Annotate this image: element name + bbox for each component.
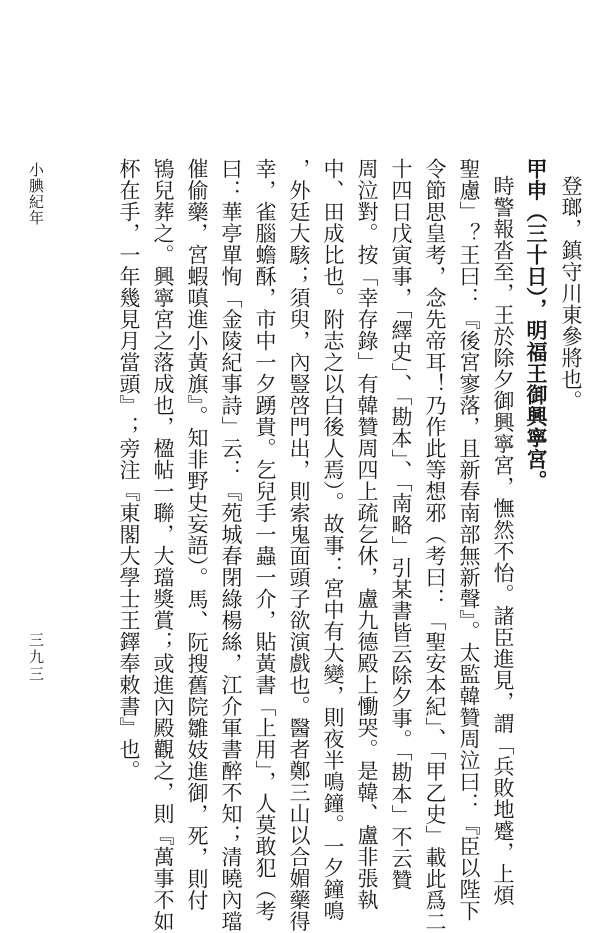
page-number: 三九三 xyxy=(27,632,45,683)
entry-heading: 甲申（三十日），明福王御興寧宮。 xyxy=(524,158,549,492)
text-column-9: ，外廷大駭；須臾，內豎啓門出，則索鬼面頭子欲演戲也。醫者鄭三山以合媚藥得 xyxy=(287,158,311,932)
running-title: 小腆紀年 xyxy=(27,162,45,226)
text-column-12: 催偷藥，宮蝦嗔進小黃旗』。知非野史妄語）。馬、阮搜舊院雛妓進御，死，則付 xyxy=(185,158,209,911)
text-column-7: 周泣對。按「幸存錄」有韓贊周四上疏乞休，盧九德殿上慟哭。是韓、盧非張執 xyxy=(355,158,379,911)
text-column-14: 杯在手，一年幾見月當頭』；旁注『東閣大學士王鐸奉敕書』也。 xyxy=(117,158,141,782)
text-column-5: 令節思皇考，念先帝耳！乃作此等想邪（考曰：「聖安本紀」、「甲乙史」載此爲二 xyxy=(423,158,447,933)
text-column-10: 幸，雀腦蟾酥，市中一夕踴貴。乞兒手一蟲一介，貼黃書「上用」，人莫敢犯（考 xyxy=(253,158,277,922)
text-column-4: 聖慮」？王曰：『後宮寥落，且新春南部無新聲』。太監韓贊周泣曰：『臣以陛下 xyxy=(457,158,481,922)
text-column-8: 中、田成比也。附志之以白後人焉）。故事：宮中有大變，則夜半鳴鐘。一夕鐘鳴 xyxy=(321,158,345,922)
text-column-6: 十四日戊寅事，「繹史」、「勘本」、「南略」引某書皆云除夕事。「勘本」不云贊 xyxy=(389,158,413,891)
text-column-1: 登瑯，鎮守川東參將也。 xyxy=(559,175,583,412)
text-column-3: 時警報沓至，王於除夕御興寧宮，憮然不怡。諸臣進見，謂「兵敗地蹙，上煩 xyxy=(491,175,515,906)
text-column-13: 鴇兒葬之。興寧宮之落成也，楹帖一聯，大璫獎賞；或進內殿觀之，則『萬事不如 xyxy=(151,158,175,932)
text-column-11: 曰：華亭單恂「金陵紀事詩」云：『苑城春閉綠楊絲，江介軍書醉不知；清曉內璫 xyxy=(219,158,243,932)
